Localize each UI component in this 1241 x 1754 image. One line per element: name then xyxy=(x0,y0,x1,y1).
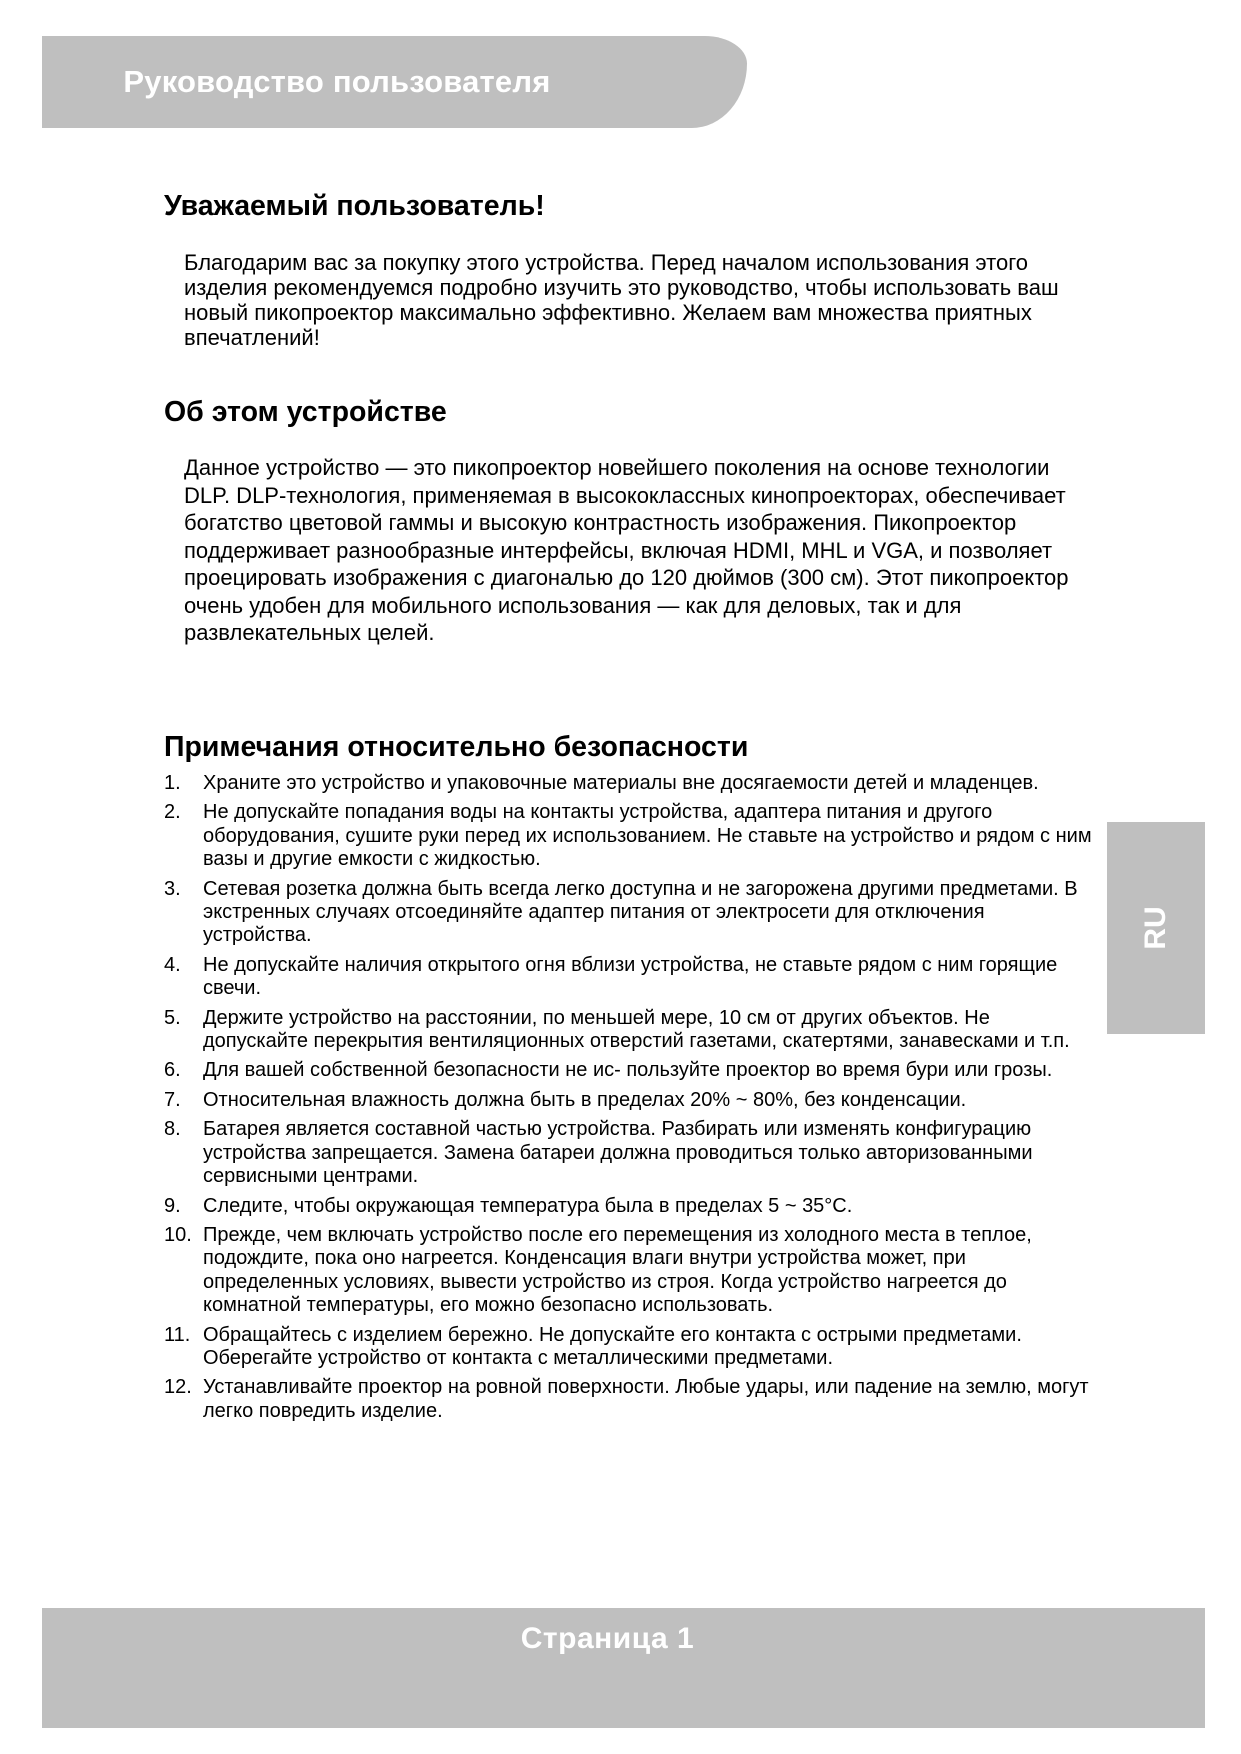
list-item-number: 2. xyxy=(164,801,181,824)
list-item xyxy=(164,1324,1094,1371)
safety-heading: Примечания относительно безопасности xyxy=(164,731,749,763)
list-item-number: 9. xyxy=(164,1194,181,1217)
list-item-text: Следите, чтобы окружающая температура была в пределах 5 ~ 35°C. xyxy=(203,1194,853,1217)
list-item-text: Держите устройство на расстоянии, по меньшей мере, 10 см от других объектов. Не допускайте перекрытия вентиляционных отверстий газетами, скатертями, занавесками и т.п. xyxy=(203,1006,1070,1053)
page-header-title: Руководство пользователя xyxy=(123,64,551,99)
greeting-paragraph: Благодарим вас за покупку этого устройства. Перед началом использования этого изделия рекомендуемся подробно изучить это руководство, чтобы использовать ваш новый пикопроектор максимально эффективно. Желаем вам множества приятных впечатлений! xyxy=(184,250,1059,350)
greeting-heading: Уважаемый пользователь! xyxy=(164,190,545,222)
list-item-text: Относительная влажность должна быть в пределах 20% ~ 80%, без конденсации. xyxy=(203,1088,967,1111)
list-item-number: 11. xyxy=(164,1323,191,1346)
list-item xyxy=(164,1224,1094,1318)
language-label: RU xyxy=(1139,906,1172,950)
list-item xyxy=(164,878,1094,948)
list-item xyxy=(164,954,1094,1001)
list-item-number: 5. xyxy=(164,1006,181,1029)
list-item-number: 3. xyxy=(164,877,181,900)
list-item xyxy=(164,801,1094,871)
list-item-number: 1. xyxy=(164,772,181,794)
page-number: Страница 1 xyxy=(520,1622,695,1655)
list-item xyxy=(164,772,1094,795)
list-item-text: Сетевая розетка должна быть всегда легко доступна и не загорожена другими предметами. В экстренных случаях отсоединяйте адаптер питания от электросети для отключения устройства. xyxy=(203,877,1078,947)
list-item-number: 6. xyxy=(164,1059,181,1082)
list-item-number: 7. xyxy=(164,1088,181,1111)
list-item xyxy=(164,1195,1094,1218)
language-side-tab xyxy=(1107,822,1205,1034)
list-item-text: Храните это устройство и упаковочные материалы вне досягаемости детей и младенцев. xyxy=(203,772,1039,794)
list-item-number: 12. xyxy=(164,1376,192,1399)
list-item xyxy=(164,1118,1094,1188)
list-item xyxy=(164,1059,1094,1082)
list-item-number: 10. xyxy=(164,1223,192,1246)
list-item-number: 4. xyxy=(164,953,181,976)
about-paragraph: Данное устройство — это пикопроектор новейшего поколения на основе технологии DLP. DLP-технология, применяемая в высококлассных кинопроекторах, обеспечивает богатство цветовой гаммы и высокую контрастность изображения. Пикопроектор поддерживает разнообразные интерфейсы, включая HDMI, MHL и VGA, и позволяет проецировать изображения с диагональю до 120 дюймов (300 см). Этот пикопроектор очень удобен для мобильного использования — как для деловых, так и для развлекательных целей. xyxy=(184,455,1069,645)
list-item-text: Устанавливайте проектор на ровной поверхности. Любые удары, или падение на землю, могут легко повредить изделие. xyxy=(203,1376,1089,1422)
list-item-text: Обращайтесь с изделием бережно. Не допускайте его контакта с острыми предметами. Оберегайте устройство от контакта с металлическими предметами. xyxy=(203,1323,1022,1369)
list-item-text: Для вашей собственной безопасности не ис- пользуйте проектор во время бури или грозы. xyxy=(203,1059,1053,1082)
list-item xyxy=(164,1007,1094,1054)
list-item-number: 8. xyxy=(164,1118,181,1141)
list-item xyxy=(164,1089,1094,1112)
safety-list xyxy=(164,772,1094,1429)
list-item-text: Не допускайте попадания воды на контакты устройства, адаптера питания и другого оборудования, сушите руки перед их использованием. Не ставьте на устройство и рядом с ним вазы и другие емкости с жидкостью. xyxy=(203,801,1092,871)
about-heading: Об этом устройстве xyxy=(164,396,447,428)
list-item xyxy=(164,1376,1094,1423)
list-item-text: Прежде, чем включать устройство после его перемещения из холодного места в теплое, подождите, пока оно нагреется. Конденсация влаги внутри устройства может, при определенных условиях, вывести устройство из строя. Когда устройство нагреется до комнатной температуры, его можно безопасно использовать. xyxy=(203,1223,1032,1317)
list-item-text: Не допускайте наличия открытого огня вблизи устройства, не ставьте рядом с ним горящие свечи. xyxy=(203,953,1058,1000)
list-item-text: Батарея является составной частью устройства. Разбирать или изменять конфигурацию устройства запрещается. Замена батареи должна проводиться только авторизованными сервисными центрами. xyxy=(203,1118,1033,1188)
